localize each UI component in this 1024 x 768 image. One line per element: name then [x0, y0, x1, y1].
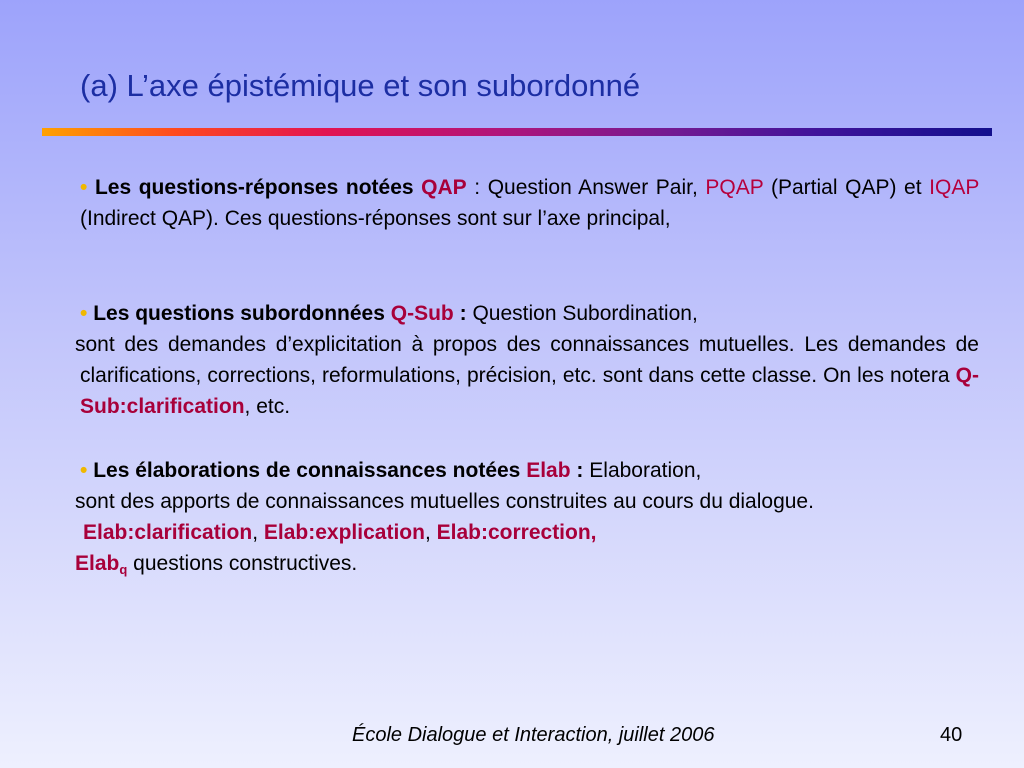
iqap-gloss: (Indirect QAP). Ces questions-réponses sont sur l’axe principal,: [80, 207, 671, 230]
paragraph-elab: [75, 455, 979, 579]
qsub-gloss: Question Subordination,: [472, 302, 698, 325]
pqap-gloss: (Partial QAP) et: [771, 176, 922, 199]
elab-sep-1: ,: [252, 521, 259, 544]
page-number: 40: [940, 724, 963, 746]
elab-heading: Les élaborations de connaissances notées: [93, 459, 521, 482]
paragraph-qsub: [75, 298, 979, 422]
elab-correction-term: Elab:correction,: [436, 521, 597, 544]
qsub-term: Q-Sub: [390, 302, 454, 325]
elab-sep-2: ,: [424, 521, 431, 544]
qap-term: QAP: [421, 176, 467, 199]
paragraph-qap: [80, 172, 979, 234]
bullet-icon: •: [80, 302, 88, 325]
elab-description: sont des apports de connaissances mutuelles construites au cours du dialogue.: [75, 490, 814, 513]
qsub-etc: , etc.: [244, 395, 291, 418]
qap-gloss: Question Answer Pair,: [487, 176, 698, 199]
qap-heading: Les questions-réponses notées: [94, 176, 414, 199]
qsub-colon: :: [459, 302, 467, 325]
bullet-icon: •: [80, 459, 88, 482]
slide-title: (a) L’axe épistémique et son subordonné: [80, 68, 641, 103]
title-divider: [42, 128, 992, 136]
qsub-heading: Les questions subordonnées: [93, 302, 385, 325]
elab-gloss: Elaboration,: [589, 459, 702, 482]
pqap-term: PQAP: [705, 176, 764, 199]
elab-clarification-term: Elab:clarification: [83, 521, 253, 544]
qsub-clarification-term: Q-Sub:clarification: [80, 364, 979, 418]
elab-q-subscript: q: [119, 562, 128, 577]
qap-colon: :: [474, 176, 481, 199]
bullet-icon: •: [80, 176, 88, 199]
iqap-term: IQAP: [929, 176, 979, 199]
elab-q-term: Elab$_q$: [75, 552, 128, 577]
elab-colon: :: [576, 459, 584, 482]
elab-term: Elab: [526, 459, 571, 482]
slide-footer: École Dialogue et Interaction, juillet 2006: [352, 724, 715, 746]
elab-explication-term: Elab:explication: [263, 521, 425, 544]
qsub-description: sont des demandes d’explicitation à propos des connaissances mutuelles. Les demandes de clarifications, corrections, reformulations, précision, etc. sont dans cette classe. On les notera: [75, 333, 979, 387]
elab-q-gloss: questions constructives.: [133, 552, 358, 575]
